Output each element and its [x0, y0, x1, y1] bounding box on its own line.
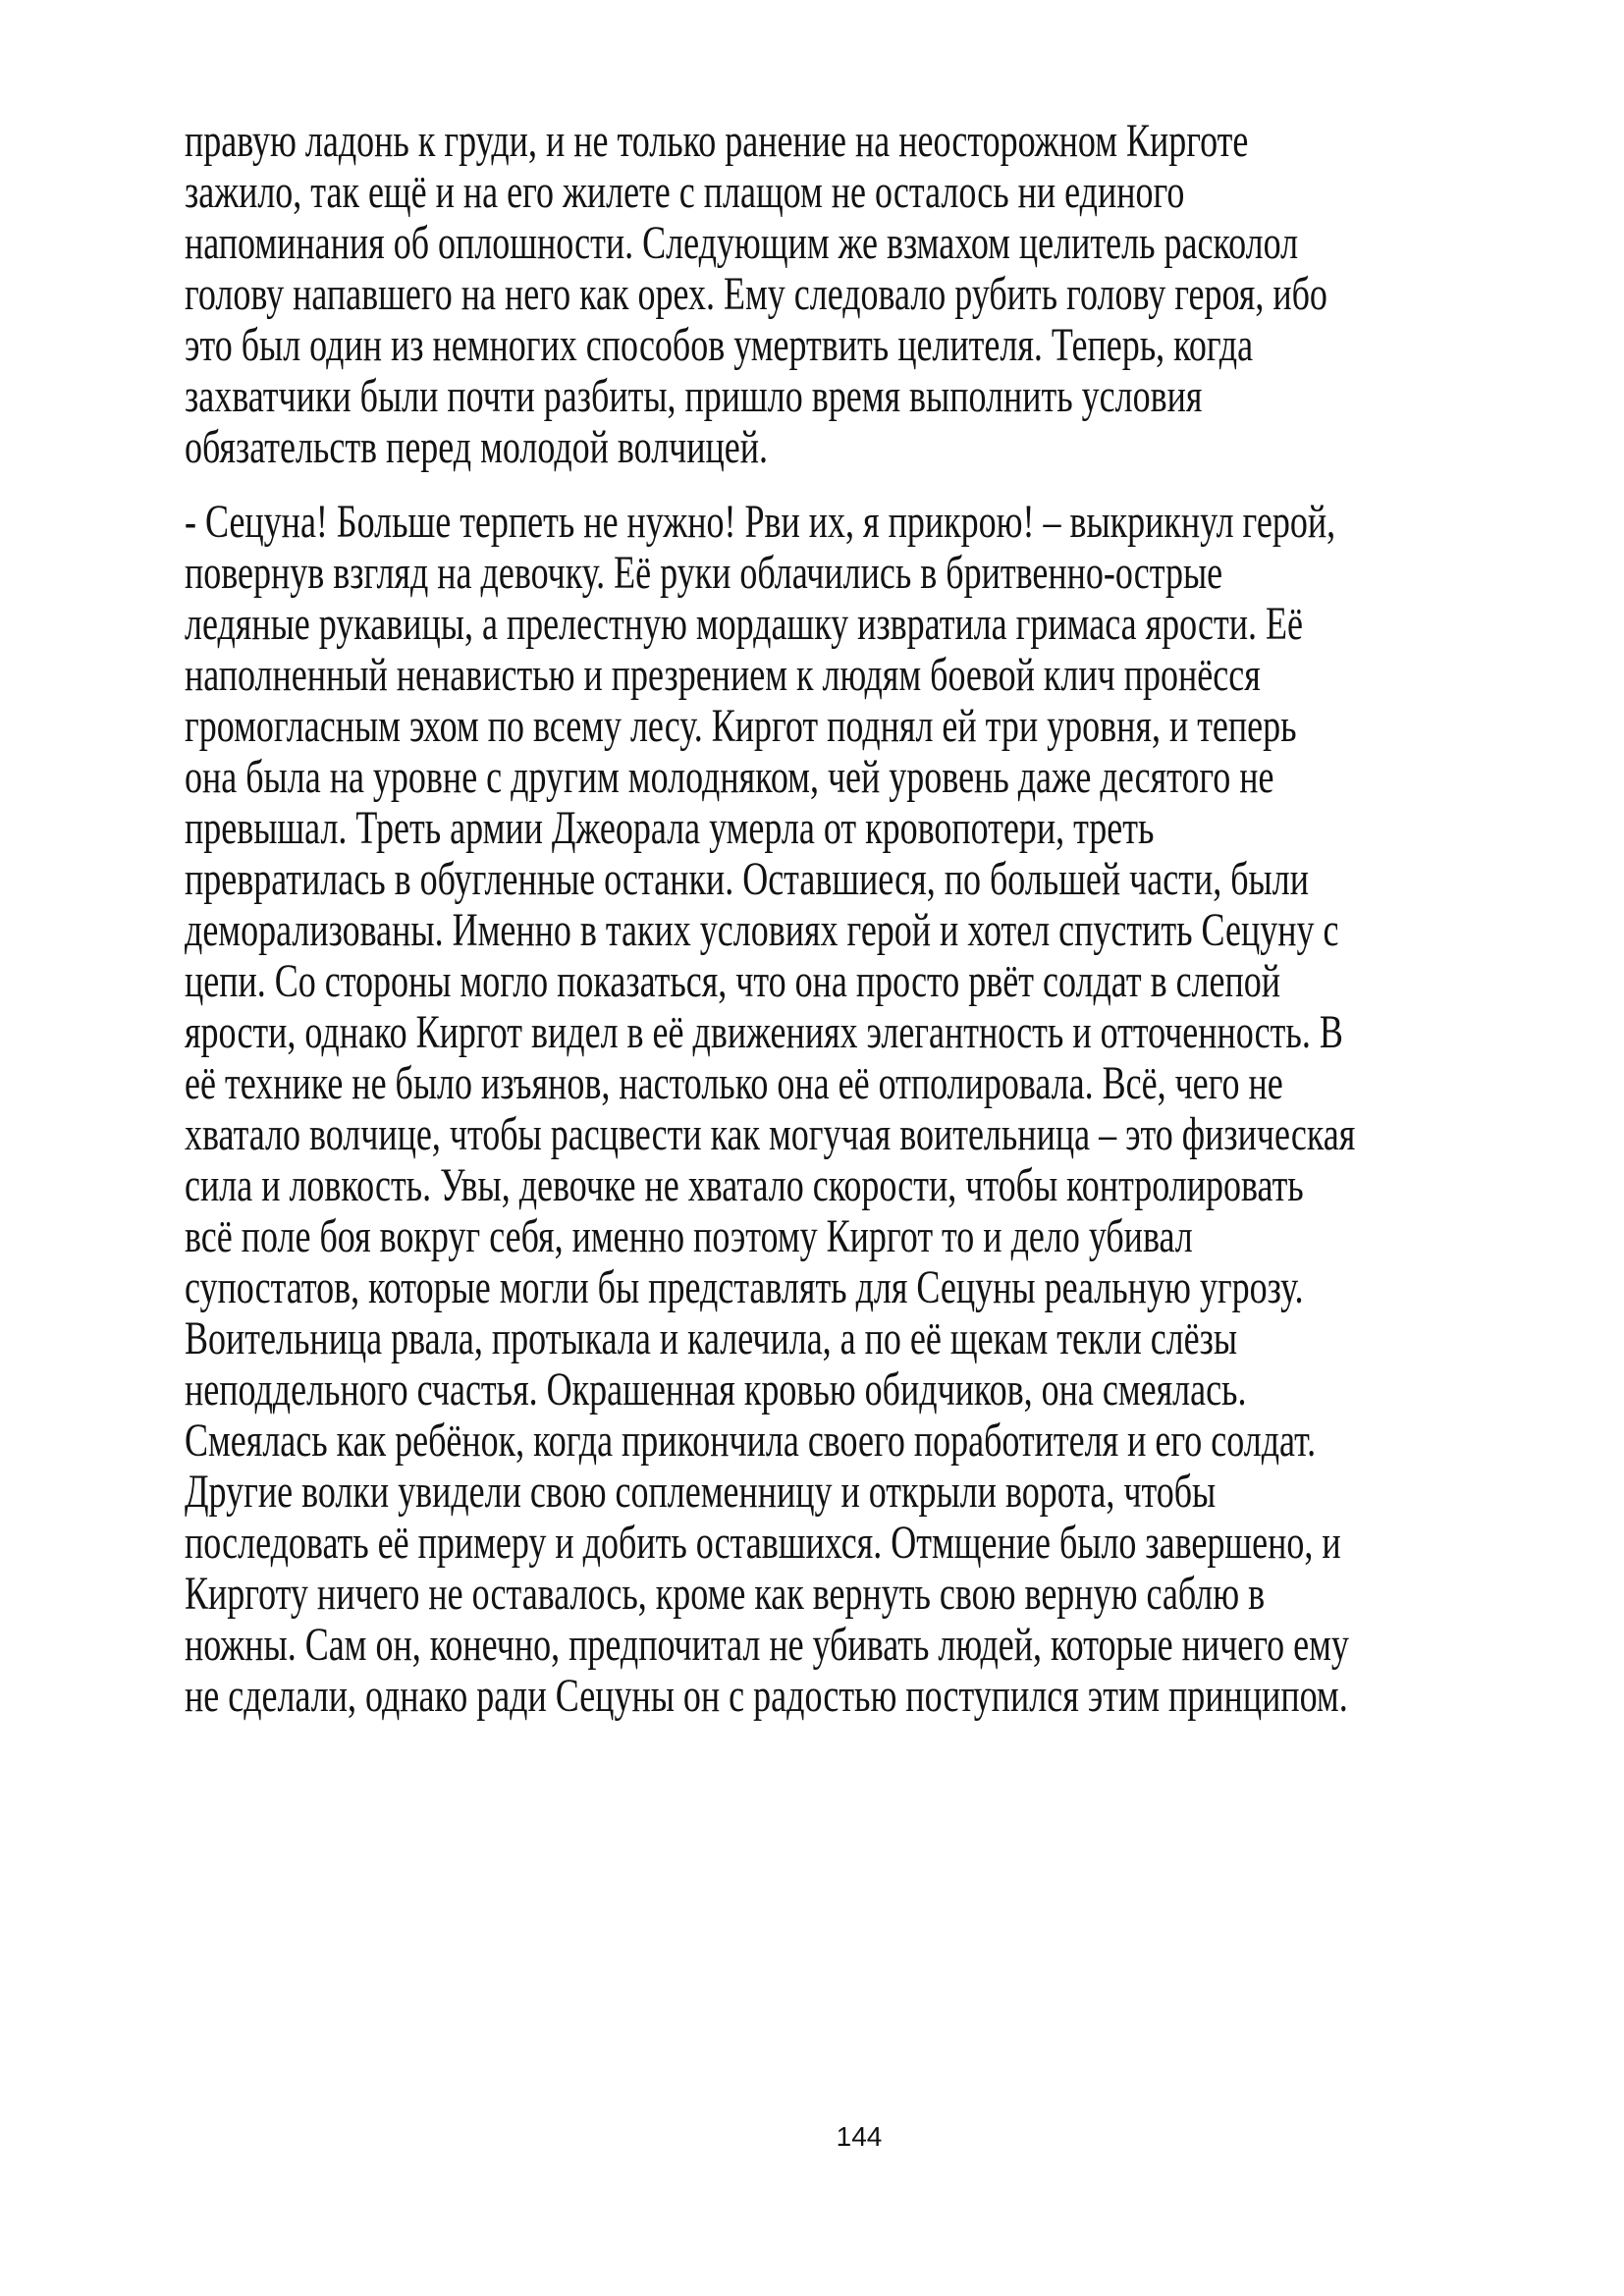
- text-line: деморализованы. Именно в таких условиях герой и хотел спустить Сецуну с: [185, 904, 1339, 956]
- text-line: голову напавшего на него как орех. Ему следовало рубить голову героя, ибо: [185, 268, 1327, 320]
- text-line: Смеялась как ребёнок, когда прикончила своего поработителя и его солдат.: [185, 1415, 1317, 1467]
- text-line: напоминания об оплошности. Следующим же взмахом целитель расколол: [185, 217, 1299, 269]
- text-line: зажило, так ещё и на его жилете с плащом не осталось ни единого: [185, 166, 1185, 218]
- paragraph: [185, 116, 1506, 473]
- text-line: обязательств перед молодой волчицей.: [185, 421, 769, 473]
- text-line: правую ладонь к груди, и не только ранение на неосторожном Кирготе: [185, 115, 1249, 167]
- text-line: Кирготу ничего не оставалось, кроме как вернуть свою верную саблю в: [185, 1568, 1266, 1620]
- text-line: она была на уровне с другим молодняком, чей уровень даже десятого не: [185, 751, 1274, 803]
- text-line: превышал. Треть армии Джеорала умерла от кровопотери, треть: [185, 802, 1155, 854]
- text-line: Другие волки увидели свою соплеменницу и открыли ворота, чтобы: [185, 1466, 1217, 1518]
- text-line: супостатов, которые могли бы представлять для Сецуны реальную угрозу.: [185, 1261, 1304, 1313]
- text-line: цепи. Со стороны могло показаться, что она просто рвёт солдат в слепой: [185, 955, 1281, 1007]
- text-line: ледяные рукавицы, а прелестную мордашку извратила гримаса ярости. Её: [185, 598, 1303, 650]
- text-line: последовать её примеру и добить оставшихся. Отмщение было завершено, и: [185, 1517, 1341, 1569]
- text-line: наполненный ненавистью и презрением к людям боевой клич пронёсся: [185, 649, 1261, 701]
- text-line: захватчики были почти разбиты, пришло время выполнить условия: [185, 370, 1203, 422]
- text-line: - Сецуна! Больше терпеть не нужно! Рви их, я прикрою! – выкрикнул герой,: [185, 496, 1336, 548]
- text-block: [185, 116, 1506, 1745]
- text-line: ярости, однако Киргот видел в её движениях элегантность и отточенность. В: [185, 1006, 1343, 1058]
- text-line: неподдельного счастья. Окрашенная кровью обидчиков, она смеялась.: [185, 1363, 1247, 1415]
- text-line: громогласным эхом по всему лесу. Киргот поднял ей три уровня, и теперь: [185, 700, 1297, 752]
- text-line: всё поле боя вокруг себя, именно поэтому Киргот то и дело убивал: [185, 1210, 1193, 1262]
- page-number: 144: [836, 2121, 883, 2152]
- text-line: сила и ловкость. Увы, девочке не хватало скорости, чтобы контролировать: [185, 1159, 1304, 1211]
- text-line: повернув взгляд на девочку. Её руки облачились в бритвенно-острые: [185, 547, 1223, 599]
- text-line: Воительница рвала, протыкала и калечила, а по её щекам текли слёзы: [185, 1312, 1238, 1364]
- text-line: не сделали, однако ради Сецуны он с радостью поступился этим принципом.: [185, 1670, 1348, 1722]
- paragraph: [185, 497, 1506, 1722]
- text-line: превратилась в обугленные останки. Оставшиеся, по большей части, были: [185, 853, 1309, 905]
- text-line: её технике не было изъянов, настолько она её отполировала. Всё, чего не: [185, 1057, 1283, 1109]
- text-line: это был один из немногих способов умертвить целителя. Теперь, когда: [185, 319, 1254, 371]
- text-line: ножны. Сам он, конечно, предпочитал не убивать людей, которые ничего ему: [185, 1619, 1349, 1671]
- text-line: хватало волчице, чтобы расцвести как могучая воительница – это физическая: [185, 1108, 1356, 1160]
